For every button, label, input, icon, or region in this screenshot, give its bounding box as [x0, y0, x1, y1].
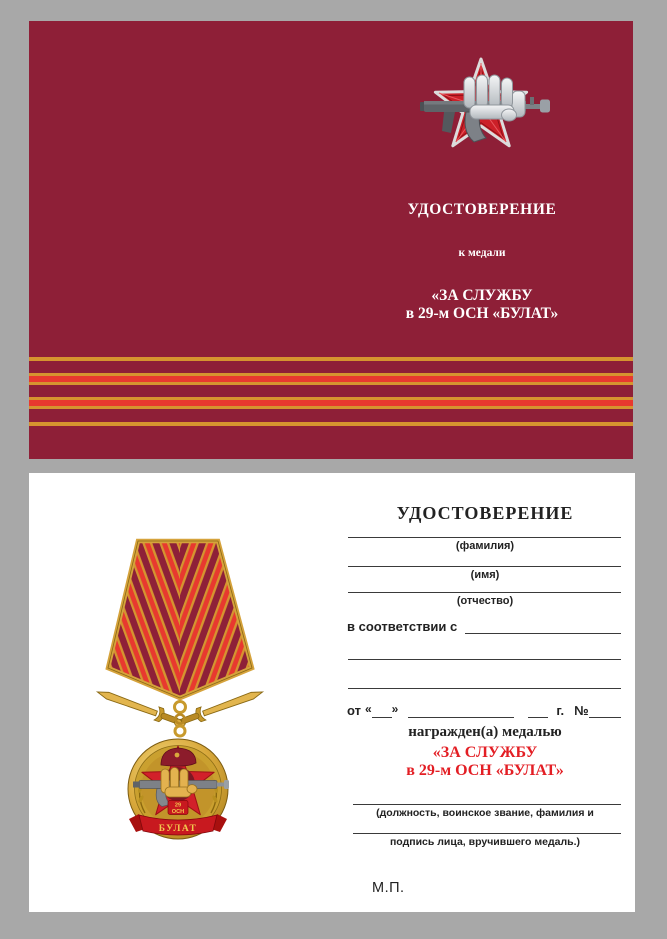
blank-line-2 [348, 688, 621, 689]
cover-medal-name-line1: «ЗА СЛУЖБУ [431, 287, 533, 304]
medal-banner-text: БУЛАТ [158, 824, 198, 834]
official-signature-line-1 [353, 804, 621, 805]
cover-medal-name-line2: в 29-м ОСН «БУЛАТ» [405, 304, 559, 322]
medal-unit-type: ОСН [171, 809, 185, 815]
name-line [348, 566, 621, 567]
official-signature-line-2 [353, 833, 621, 834]
cover-title: УДОСТОВЕРЕНИЕ [407, 201, 557, 218]
cover-subtitle: к медали [458, 247, 506, 259]
surname-label: (фамилия) [455, 540, 515, 552]
cover-gold-red-stripe-group [29, 373, 633, 385]
cover-gold-red-stripe-group [29, 397, 633, 409]
cover-medal-name [331, 287, 633, 322]
cover-front-panel [331, 21, 633, 459]
date-prefix: от [347, 703, 361, 718]
page-title: УДОСТОВЕРЕНИЕ [396, 503, 574, 523]
awarded-label: награжден(а) медалью [408, 724, 562, 740]
page-medal-name [347, 744, 623, 779]
month-line [408, 704, 514, 718]
year-label: г. [556, 703, 565, 718]
star-fist-rifle-emblem-icon [406, 55, 558, 173]
year-line [528, 704, 548, 718]
medal-unit-number: 29 [174, 802, 182, 809]
cover-gold-stripe [29, 357, 633, 361]
medal-image [89, 537, 269, 847]
medal-face [128, 739, 229, 839]
accordance-row [347, 619, 621, 634]
blank-line-1 [348, 659, 621, 660]
certificate-cover [29, 21, 633, 459]
official-note-line2: подпись лица, вручившего медаль.) [389, 836, 581, 848]
patronymic-line [348, 592, 621, 593]
cover-gold-stripe [29, 422, 633, 426]
official-note-line1: (должность, воинское звание, фамилия и [376, 807, 594, 819]
page-medal-name-line2: в 29-м ОСН «БУЛАТ» [406, 761, 564, 779]
date-row [347, 703, 621, 718]
quote-close: » [391, 702, 399, 716]
number-label: № [574, 703, 589, 718]
certificate-inner-page [29, 473, 635, 912]
certificate-form [347, 473, 623, 912]
stamp-place-label: М.П. [372, 880, 405, 896]
accordance-label: в соответствии с [347, 619, 458, 634]
accordance-line [465, 620, 621, 634]
day-line [372, 704, 392, 718]
quote-open: « [364, 702, 372, 716]
patronymic-label: (отчество) [456, 595, 514, 607]
medal-ribbon [89, 537, 269, 712]
surname-line [348, 537, 621, 538]
page-medal-name-line1: «ЗА СЛУЖБУ [432, 744, 538, 761]
number-line [589, 704, 621, 718]
name-label: (имя) [470, 569, 500, 581]
fist-icon [464, 75, 525, 121]
